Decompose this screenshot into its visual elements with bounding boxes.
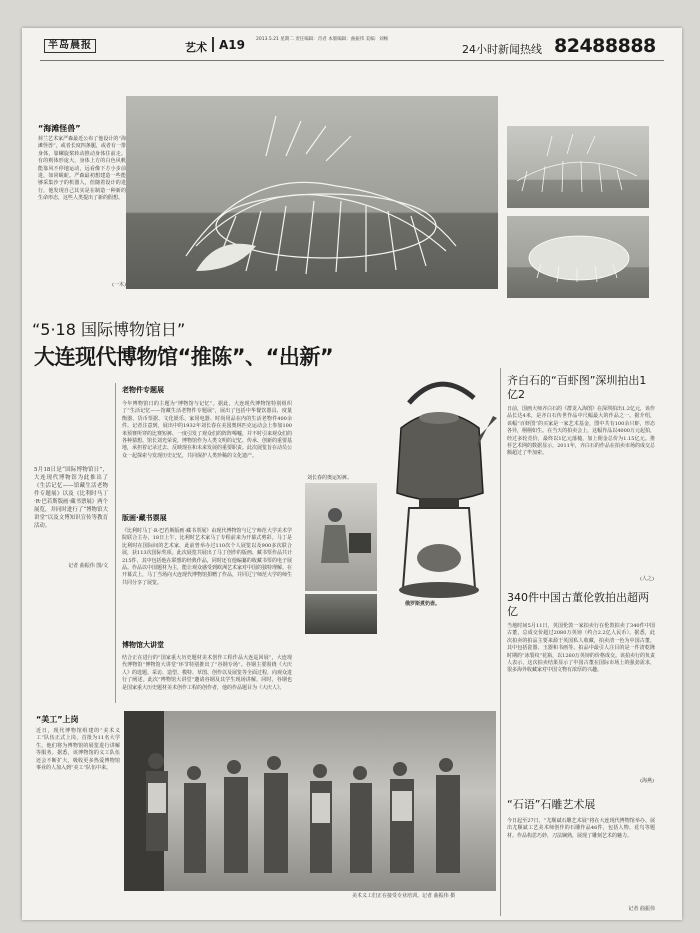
qibaishi-headline: 齐白石的“百虾图”深圳拍出1亿2 bbox=[507, 374, 647, 401]
column-divider bbox=[115, 383, 116, 703]
issue-meta: 2013.5.21 星期二 责任编辑：肖君 本版编辑：曲振伟 美编：刘畅 bbox=[256, 37, 389, 42]
beast-sign: (一木) bbox=[112, 282, 126, 288]
beast-body: 荷兰艺术家严森最近公布了他设计的“海滩怪兽”，或者长度四条腿，或者有一排身体，靠螺旋桨转动推动身体往前走。有的则体形庞大，身体上方的白色风帆能靠风不停地运动，远看像下方小步前进，如同蜕蛇。严森最初想建造一些能够采集沙子的机器人，但随着设计的进行，他发现自己其实是在制造一种新的生命形态，这些人类提出了新的假想。 bbox=[38, 136, 126, 202]
newspaper-logo: 半岛晨报 bbox=[44, 39, 96, 53]
cabinet-photo bbox=[305, 594, 377, 634]
volunteers-group-icon bbox=[124, 711, 496, 891]
beast-title: “海滩怪兽” bbox=[38, 124, 81, 133]
stone-reporter: 记者 曲振伟 bbox=[628, 906, 655, 912]
london-body: 当地时间5月11日，英国伦敦一家拍卖行在伦敦拍卖了340件中国古董，总成交价超过2080万英镑（约合2.2亿人民币）。据悉，此次拍卖的拍品主要来源于英国私人收藏，拍卖清一色为中国古董，其中包括瓷器、玉器和书画等。拍品中最引人注目的是一件清乾隆时期的“冰裂纹”花瓶，以1260万英镑的价格成交。该拍卖行的负责人表示，这次拍卖结果显示了中国古董在国际市场上的强劲需求，很多海外收藏家对中国文物有浓厚的兴趣。 bbox=[507, 623, 655, 674]
volunteers-photo bbox=[124, 711, 496, 891]
page-number: A19 bbox=[219, 38, 245, 52]
stone-body: 今日起至27日，“尤顺斌石雕艺术展”将在大连现代博物馆举办。展出尤顺斌工艺美术师创作的石雕作品46件，包括人物、花鸟等题材。作品构思巧妙，刀法娴熟，展现了雕刻艺术的魅力。 bbox=[507, 818, 655, 839]
qibaishi-sign: (人之) bbox=[640, 576, 654, 582]
column-divider bbox=[500, 368, 501, 916]
london-sign: (海燕) bbox=[640, 778, 654, 784]
subhead-prints: 版画·藏书票展 bbox=[122, 514, 167, 522]
meigong-body: 近日，现代博物馆组建的“美术义工”队伍正式上岗，首批为11名大学生，他们将为博物馆的展览进行讲解等服务。据悉，该博物馆的义工队伍还会不断扩大，吸收更多热爱博物馆事业的人加入到“美工”队伍中来。 bbox=[36, 728, 120, 772]
hotline-number: 82488888 bbox=[554, 35, 656, 57]
stone-headline: “石语”石雕艺术展 bbox=[507, 798, 596, 811]
shorts-photo bbox=[305, 483, 377, 591]
museum-sidebar: 5月18日是“国际博物馆日”，大连现代博物馆为此推出了《生活记忆——馆藏生活老物件专题展》以及《比利时马丁·R·巴若斯版画·藏书票展》两个展览，并同时进行了“博物馆大讲堂”以及文博知识宣传等教育活动。 bbox=[34, 467, 108, 529]
prints-body: 《比利时马丁·R·巴若斯版画·藏书票展》由现代博物馆与辽宁师范大学美术学院联合主办，18日上午，比利时艺术家马丁专程前来为开幕式剪彩。马丁是比利时在国际间的艺术家，此前曾举办过110次个人展览以及900多次联合展，获113次国际奖项。此次展览共展出了马丁创作的版画、藏书票作品共计215件，其中包括他在联想的经典作品，同时还有他编纂的收藏书票的电子展品。作品以中国题材为主，能让观众感受到欧洲艺术家对中国的独特理解。在开幕式上，马丁当场向大连现代博物馆捐赠了作品，并同辽宁师范大学的师生共同分享了展览。 bbox=[122, 528, 293, 586]
subhead-lecture: 博物馆大讲堂 bbox=[122, 641, 164, 649]
beast-sketch-icon bbox=[507, 126, 649, 208]
subhead-old-objects: 老物件专题展 bbox=[122, 386, 164, 394]
person-icon bbox=[305, 483, 377, 591]
kettle-photo bbox=[379, 358, 499, 618]
header-divider bbox=[212, 37, 214, 52]
beast-photo-side2 bbox=[507, 216, 649, 298]
section-name: 艺术 bbox=[185, 41, 207, 54]
kettle-caption: 俄罗斯煮奶壶。 bbox=[405, 601, 441, 607]
beast-photo-main bbox=[126, 96, 498, 289]
lecture-body-1: 结合正在进行的“国家重大历史题材美术创作工程作品大连巡回展”，大连现代博物馆“博物馆大讲堂”环节特别推出了“谷钢专场”。谷钢主要围绕《大庆人》的选题、采访、造型、模特、草图、创作以及展览等全面过程，向观众进行了阐述。此次“博物馆大讲堂”邀请谷钢及其学生现场讲解，同时，谷钢也是国家重大历史题材美术创作工程的创作者，他的作品题目为《大庆人》。 bbox=[122, 655, 293, 691]
museum-kicker: “5·18 国际博物馆日” bbox=[32, 320, 186, 339]
newspaper-page bbox=[22, 28, 682, 920]
old-objects-body: 今年博物馆日的主题为“博物馆与记忆”。据此，大连现代博物馆特别组织了“生活记忆——馆藏生活老物件专题展”，展出了包括中华餐饮器具、度量衡器、货币票据、文化娱乐、家用电器、时尚用品在内的生活老物件400余件。记者注意到，展出中的1932年刘长春在美国奥林匹克运动会上参加100米预赛所穿的比赛短裤、一度引发了观众们的阵阵唏嘘，并不时引来观众们的各种猜想。馆长刘光荣说，博物馆作为人类文明的记忆、传承、创新的重要基地，承担着记录过去、反映现在和未来发展的重要职责。此次展览旨在动员公众一起探索与发现历史记忆，共同保护人类珍稀的文化遗产。 bbox=[122, 401, 293, 459]
beast-illustration bbox=[126, 96, 498, 289]
page-header bbox=[22, 28, 682, 58]
volunteers-caption: 美术义工们正在接受专业培训。记者 曲振伟 摄 bbox=[352, 893, 456, 899]
beast-photo-side1 bbox=[507, 126, 649, 208]
london-headline: 340件中国古董伦敦拍出超两亿 bbox=[507, 591, 649, 618]
kettle-icon bbox=[379, 358, 499, 618]
hotline-label: 24小时新闻热线 bbox=[462, 43, 542, 56]
qibaishi-body: 日前，国画大师齐白石的《群龙入海图》在深圳拍出1.2亿元，该作品长达4米，是齐白石传世作品中尺幅最大的作品之一。据介绍，该幅“百虾图”的买家是一家艺术基金，图中共有100余只虾，形态各异，栩栩如生。在当天的拍卖会上，这幅作品以4000万元起拍，经过多轮竞价，最终以1亿元落槌，加上佣金总价为1.15亿元。推荐艺术网的数据显示，2011年，齐白石的作品在拍卖市场的成交总额超过了毕加索。 bbox=[507, 406, 655, 457]
beast-sketch-icon bbox=[507, 216, 649, 298]
shorts-caption: 刘长春的奥运短裤。 bbox=[307, 475, 353, 481]
museum-reporter: 记者 曲振伟 图/文 bbox=[68, 563, 108, 569]
museum-headline: 大连现代博物馆“推陈”、“出新” bbox=[34, 345, 334, 369]
header-rule bbox=[40, 60, 664, 61]
meigong-title: “美工”上岗 bbox=[36, 715, 79, 724]
